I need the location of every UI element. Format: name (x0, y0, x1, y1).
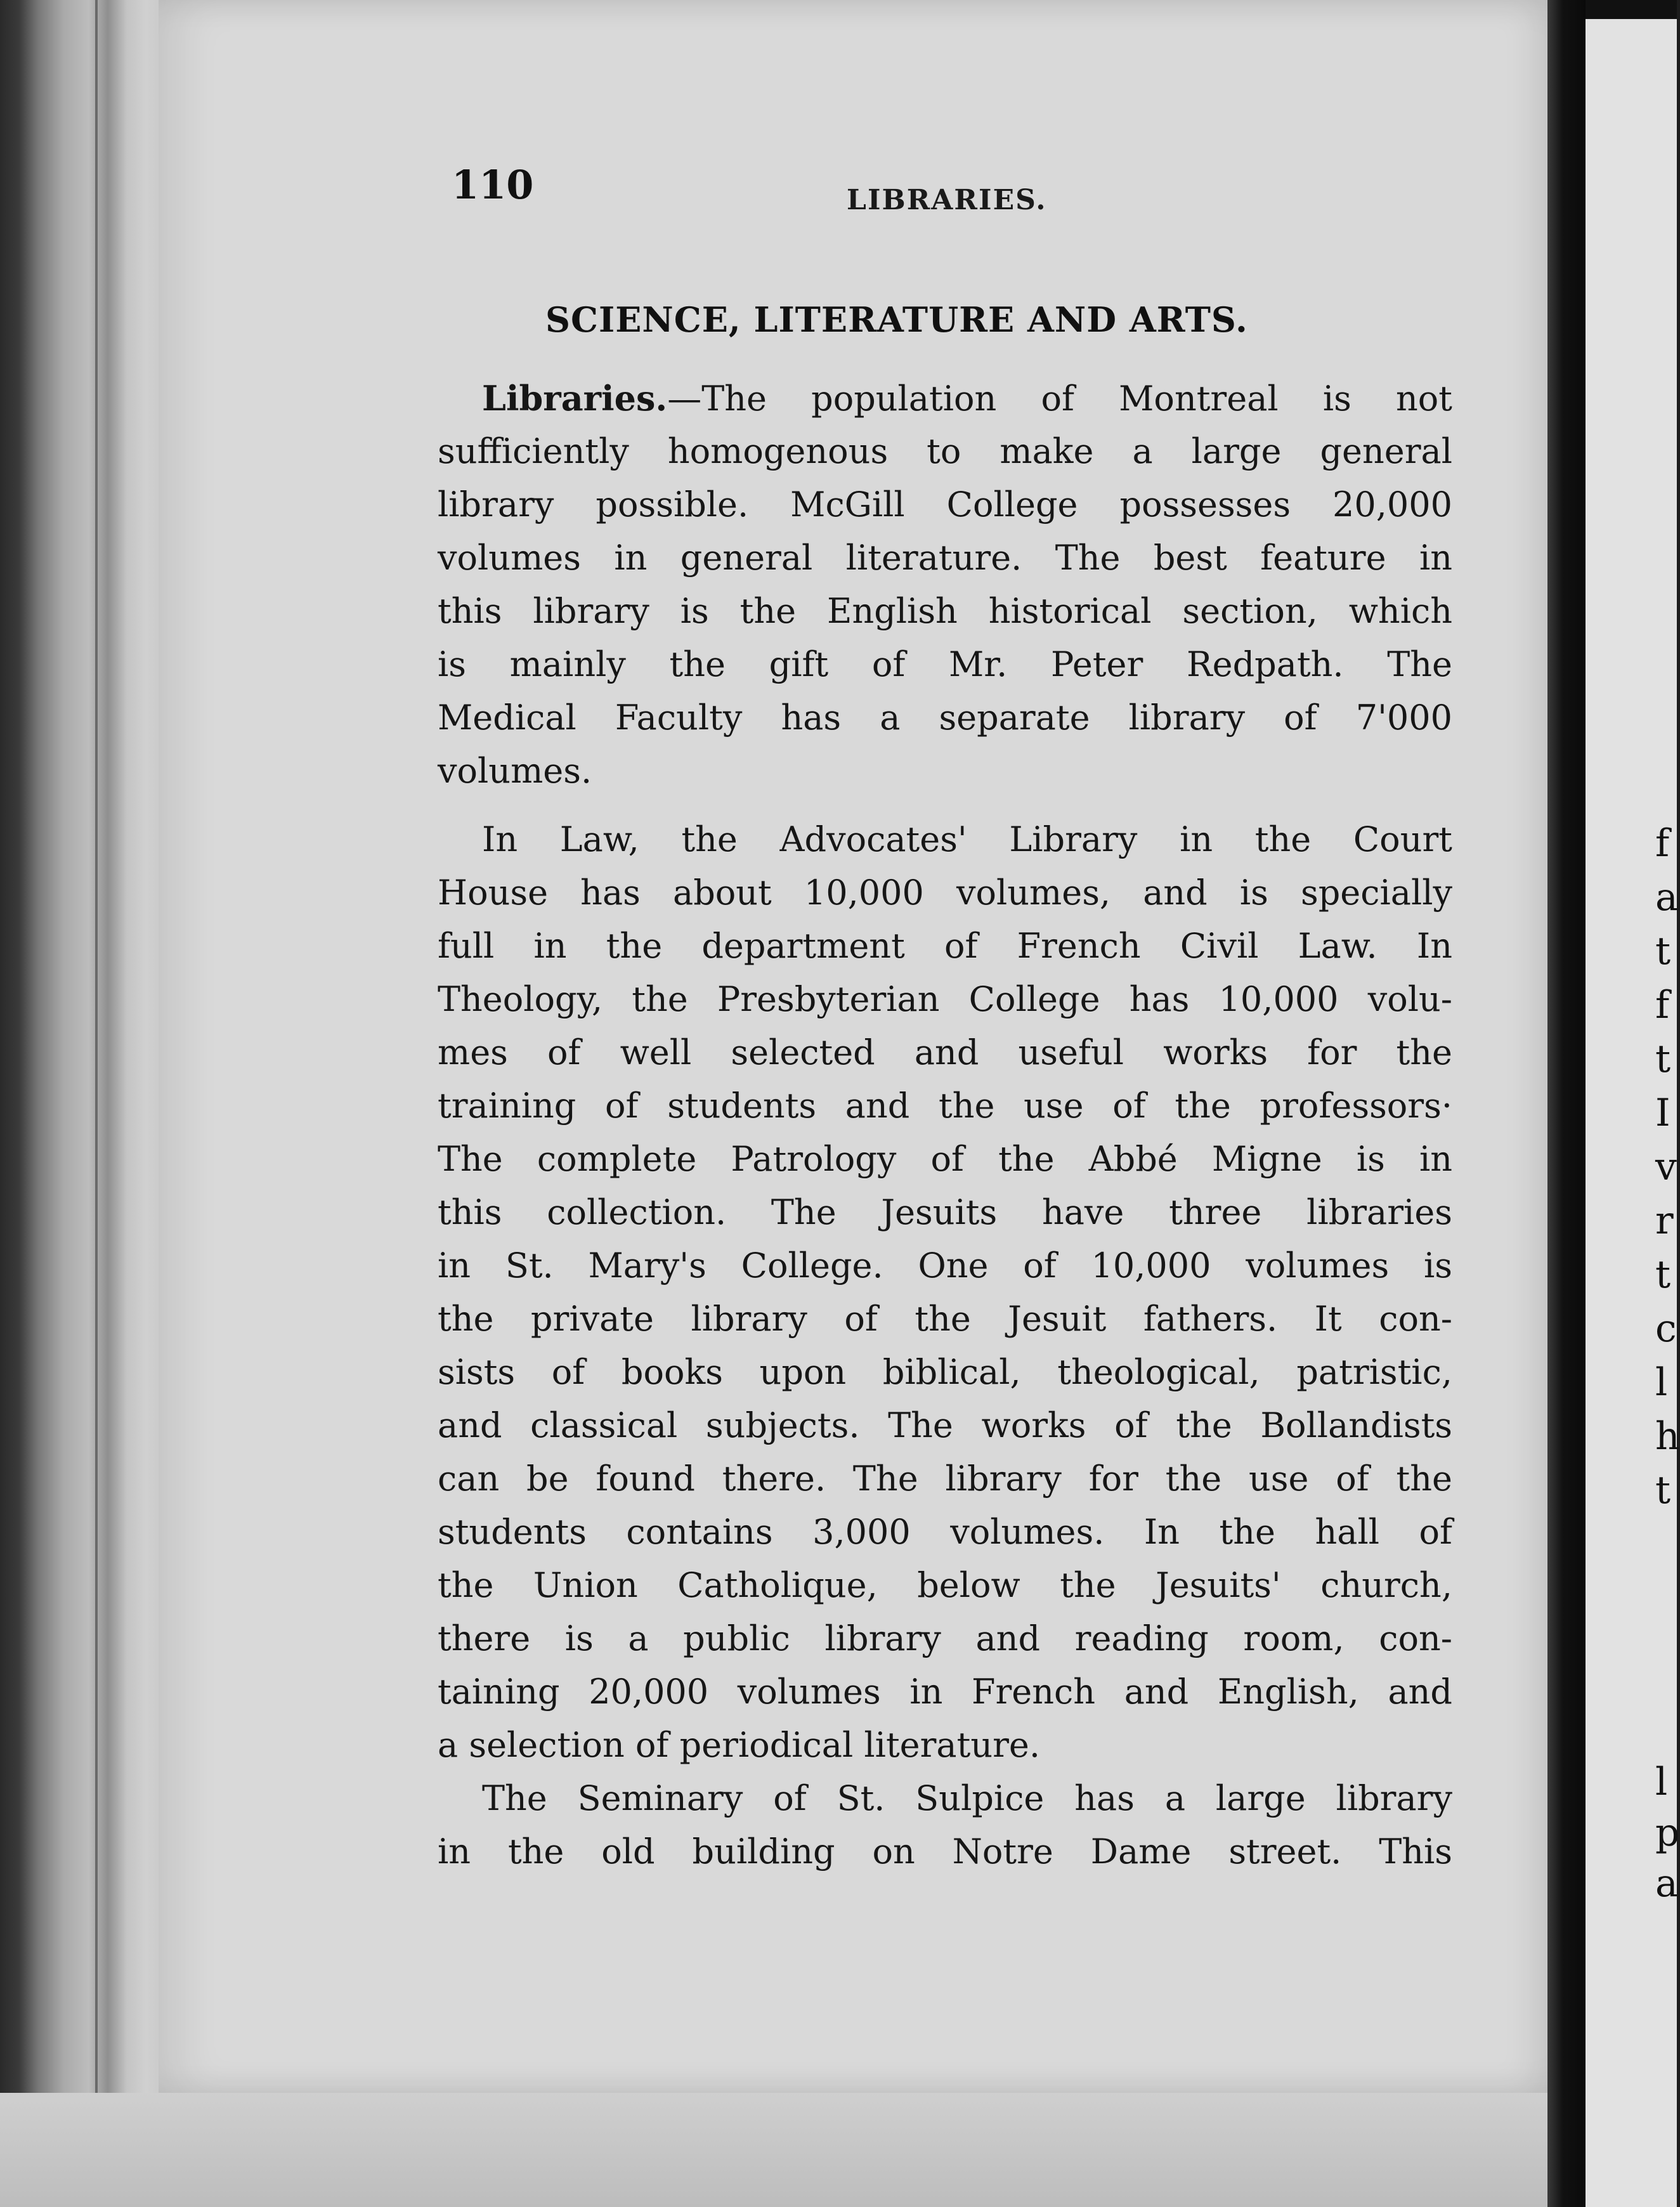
text-line: The Seminary of St. Sulpice has a large library (482, 1778, 1452, 1818)
facing-page-letter: t (1655, 929, 1671, 973)
text-line: mes of well selected and useful works for the (438, 1032, 1452, 1072)
text-line: House has about 10,000 volumes, and is specially (438, 873, 1452, 913)
text-line: this collection. The Jesuits have three libraries (438, 1192, 1452, 1232)
text-line: Medical Faculty has a separate library of 7'000 (438, 698, 1452, 738)
text-line: students contains 3,000 volumes. In the hall of (438, 1512, 1452, 1552)
text-line: can be found there. The library for the use of the (438, 1459, 1452, 1499)
facing-page-letter: r (1655, 1199, 1674, 1243)
section-title: SCIENCE, LITERATURE AND ARTS. (545, 299, 1248, 340)
facing-page-letter: f (1655, 983, 1670, 1027)
text-line: the private library of the Jesuit fathers. It con- (438, 1299, 1452, 1339)
text-line: Libraries.—The population of Montreal is not (482, 378, 1452, 419)
facing-page-letter: t (1655, 1468, 1671, 1513)
facing-page-letter: a (1655, 875, 1678, 920)
text-line: In Law, the Advocates' Library in the Court (482, 819, 1452, 859)
text-line: Theology, the Presbyterian College has 10,000 volu- (438, 979, 1452, 1019)
paragraph-libraries (438, 372, 1452, 798)
text-line: library possible. McGill College possesses 20,000 (438, 485, 1452, 524)
facing-page-letter: v (1655, 1145, 1677, 1189)
text-line: The complete Patrology of the Abbé Migne is in (438, 1139, 1452, 1179)
text-line: volumes in general literature. The best feature in (438, 538, 1452, 578)
text-line: is mainly the gift of Mr. Peter Redpath. The (438, 644, 1452, 684)
facing-page-letter: l (1655, 1760, 1668, 1804)
text-line: sufficiently homogenous to make a large general (438, 431, 1452, 471)
text-line: and classical subjects. The works of the Bollandists (438, 1405, 1452, 1445)
facing-page-letter: t (1655, 1037, 1671, 1081)
text-line: a selection of periodical literature. (438, 1725, 1041, 1765)
text-line: the Union Catholique, below the Jesuits' church, (438, 1565, 1452, 1605)
page-number: 110 (452, 162, 534, 208)
facing-page-letter: I (1655, 1091, 1670, 1135)
facing-page-letter: h (1655, 1414, 1680, 1459)
scan-bottom-margin (0, 2093, 1560, 2207)
text-line: full in the department of French Civil Law. In (438, 926, 1452, 966)
book-gutter (1547, 0, 1586, 2207)
text-line: in St. Mary's College. One of 10,000 volumes is (438, 1246, 1452, 1286)
paragraph-law-theology (438, 813, 1452, 1772)
running-head: LIBRARIES. (847, 184, 1047, 216)
facing-page-letter: c (1655, 1306, 1677, 1351)
body-text (438, 372, 1452, 1878)
text-line: training of students and the use of the professors· (438, 1086, 1452, 1126)
book-page-edges (0, 0, 165, 2093)
text-line: volumes. (438, 751, 592, 791)
text-line: in the old building on Notre Dame street. This (438, 1832, 1452, 1872)
facing-page-letter: a (1655, 1861, 1678, 1906)
run-in-heading: Libraries. (482, 378, 668, 419)
facing-page-letter: l (1655, 1360, 1668, 1405)
text-line: this library is the English historical section, which (438, 591, 1452, 631)
text-line: taining 20,000 volumes in French and English, and (438, 1672, 1452, 1712)
facing-page-letter: p (1655, 1811, 1680, 1855)
paragraph-seminary (438, 1772, 1452, 1878)
text-line: sists of books upon biblical, theological, patristic, (438, 1352, 1452, 1392)
facing-page-letter: f (1655, 821, 1670, 866)
text-line: there is a public library and reading room, con- (438, 1618, 1452, 1658)
facing-page-letter: t (1655, 1253, 1671, 1297)
